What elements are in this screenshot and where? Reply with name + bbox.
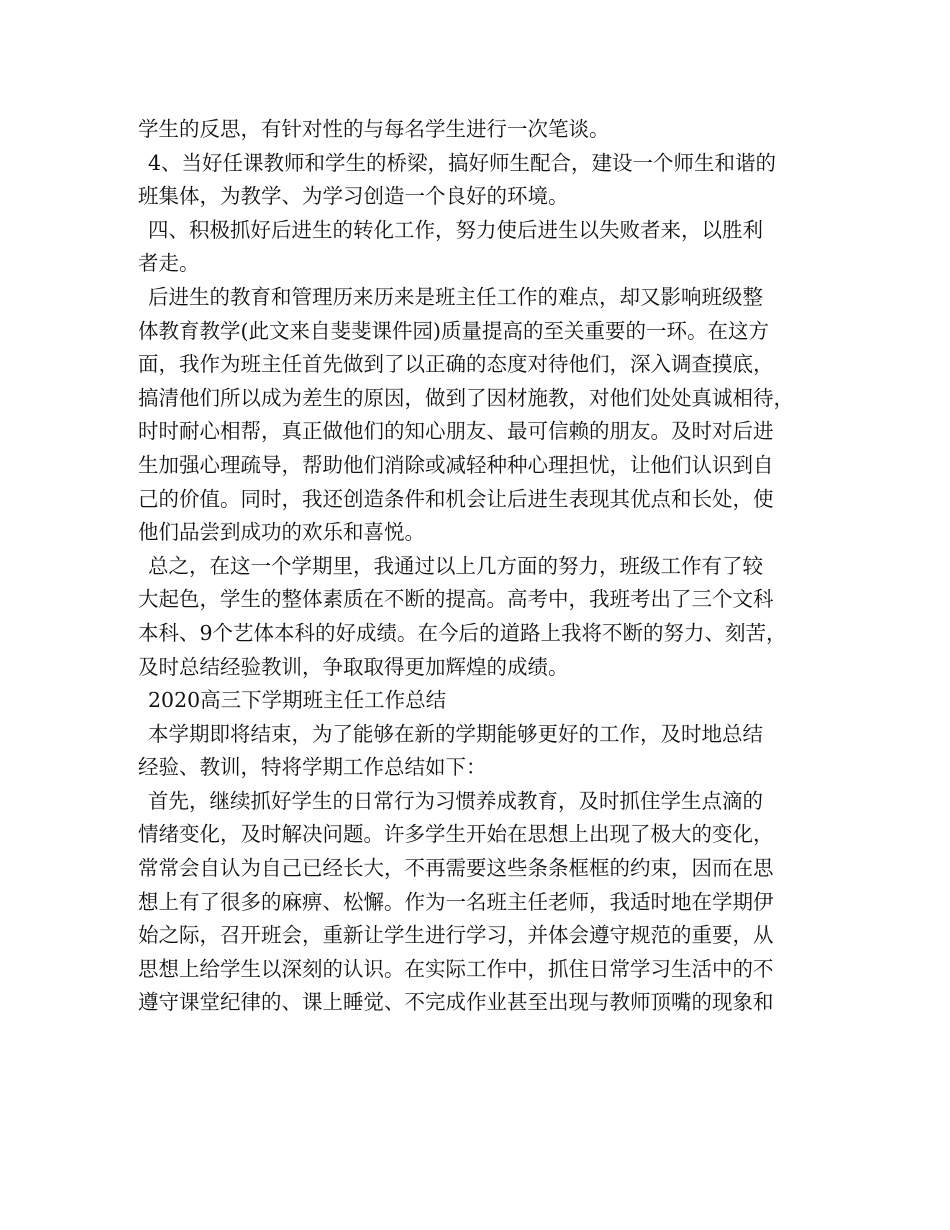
text-line: 2020高三下学期班主任工作总结 [148, 688, 447, 713]
text-line: 4、当好任课教师和学生的桥梁，搞好师生配合，建设一个师生和谐的 [148, 150, 777, 175]
paragraph [138, 684, 828, 718]
text-line: 首先，继续抓好学生的日常行为习惯养成教育，及时抓住学生点滴的 [148, 788, 763, 813]
text-line: 者走。 [138, 251, 200, 276]
text-line: 后进生的教育和管理历来历来是班主任工作的难点，却又影响班级整 [148, 284, 763, 309]
text-line: 总之，在这一个学期里，我通过以上几方面的努力，班级工作有了较 [148, 553, 763, 578]
text-line: 生加强心理疏导，帮助他们消除或减轻种种心理担忧，让他们认识到自 [138, 452, 774, 477]
text-line: 四、积极抓好后进生的转化工作，努力使后进生以失败者来，以胜利 [148, 217, 763, 242]
text-line: 想上有了很多的麻痹、松懈。作为一名班主任老师，我适时地在学期伊 [138, 889, 774, 914]
text-line: 本科、9个艺体本科的好成绩。在今后的道路上我将不断的努力、刻苦， [138, 620, 787, 645]
text-line: 搞清他们所以成为差生的原因，做到了因材施教，对他们处处真诚相待， [138, 385, 794, 410]
text-line: 时时耐心相帮，真正做他们的知心朋友、最可信赖的朋友。及时对后进 [138, 419, 774, 444]
text-line: 他们品尝到成功的欢乐和喜悦。 [138, 520, 425, 545]
text-line: 班集体，为教学、为学习创造一个良好的环境。 [138, 184, 569, 209]
paragraph [138, 281, 828, 550]
paragraph [138, 785, 828, 1020]
paragraph [138, 718, 828, 785]
paragraph [138, 113, 828, 147]
text-line: 遵守课堂纪律的、课上睡觉、不完成作业甚至出现与教师顶嘴的现象和 [138, 990, 774, 1015]
text-line: 及时总结经验教训，争取取得更加辉煌的成绩。 [138, 654, 569, 679]
text-line: 学生的反思，有针对性的与每名学生进行一次笔谈。 [138, 117, 610, 141]
text-line: 情绪变化，及时解决问题。许多学生开始在思想上出现了极大的变化， [138, 822, 774, 847]
document-body [138, 113, 828, 1020]
paragraph [138, 550, 828, 684]
text-line: 本学期即将结束，为了能够在新的学期能够更好的工作，及时地总结 [148, 721, 763, 746]
text-line: 常常会自认为自己已经长大，不再需要这些条条框框的约束，因而在思 [138, 856, 774, 881]
text-line: 大起色，学生的整体素质在不断的提高。高考中，我班考出了三个文科 [138, 587, 774, 612]
text-line: 经验、教训，特将学期工作总结如下： [138, 755, 487, 780]
text-line: 面，我作为班主任首先做到了以正确的态度对待他们，深入调查摸底， [138, 352, 774, 377]
paragraph [138, 214, 828, 281]
paragraph [138, 147, 828, 214]
text-line: 体教育教学(此文来自斐斐课件园)质量提高的至关重要的一环。在这方 [138, 318, 769, 343]
text-line: 己的价值。同时，我还创造条件和机会让后进生表现其优点和长处，使 [138, 486, 774, 511]
text-line: 思想上给学生以深刻的认识。在实际工作中，抓住日常学习生活中的不 [138, 956, 774, 981]
text-line: 始之际，召开班会，重新让学生进行学习，并体会遵守规范的重要，从 [138, 923, 774, 948]
